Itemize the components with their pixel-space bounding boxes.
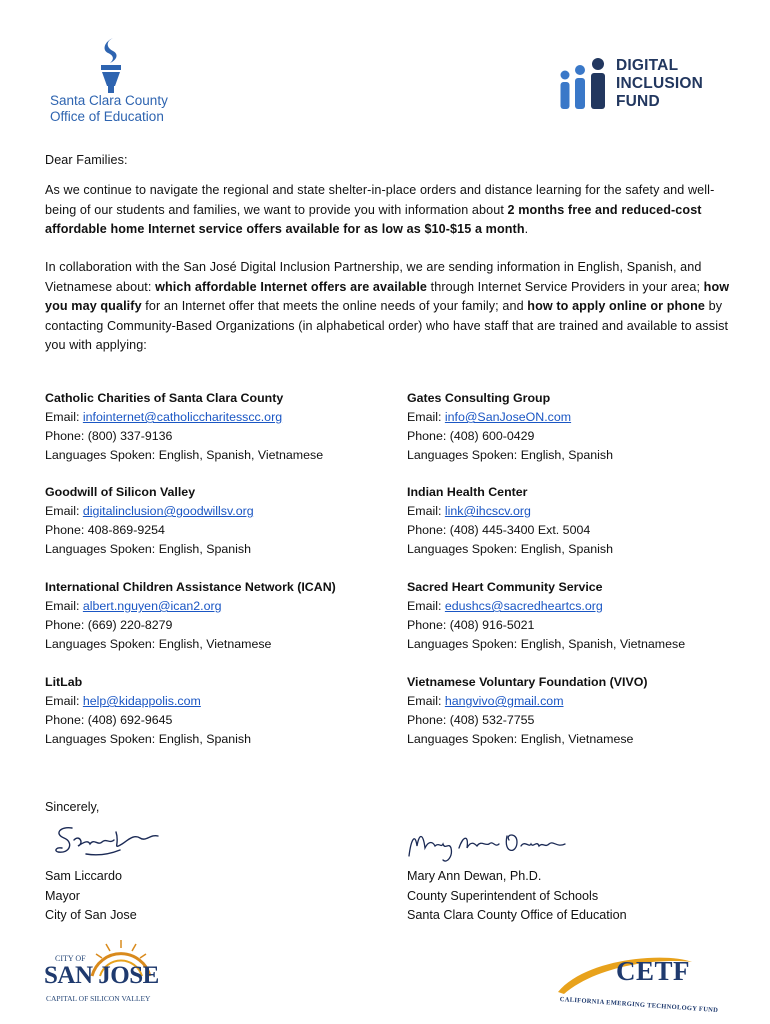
org-card xyxy=(45,578,336,654)
collab-text-3: for an Internet offer that meets the online needs of your family; and xyxy=(141,299,528,313)
intro-bold-offer: 2 months free and reduced-cost affordable home Internet service offers available for as low as $10-$15 a month xyxy=(45,202,702,236)
dif-logo-line1: DIGITAL xyxy=(616,57,679,74)
languages-label: Languages Spoken: xyxy=(45,637,159,651)
languages-label: Languages Spoken: xyxy=(407,542,521,556)
org-languages: English, Spanish, Vietnamese xyxy=(158,448,324,462)
org-name: Indian Health Center xyxy=(407,485,528,499)
org-phone: (408) 600-0429 xyxy=(449,429,535,443)
signer-title: County Superintendent of Schools xyxy=(407,888,599,903)
signature-mary-ann-dewan xyxy=(405,826,575,870)
signer-org: City of San Jose xyxy=(45,908,137,922)
collab-text-1: In collaboration with the San José Digital Inclusion Partnership, we are sending information in English, Spanish, and Vietnamese about: xyxy=(45,260,702,294)
org-email-row xyxy=(45,408,323,427)
signer-org: Santa Clara County Office of Education xyxy=(407,908,627,922)
org-phone-row xyxy=(407,711,648,730)
org-name: Sacred Heart Community Service xyxy=(407,580,603,594)
org-languages-row xyxy=(45,730,251,749)
org-languages: English, Spanish xyxy=(158,732,251,746)
cetf-logo xyxy=(556,952,719,1015)
collab-bold-3: how to apply online or phone xyxy=(527,299,706,313)
org-email-link[interactable]: help@kidappolis.com xyxy=(82,694,201,708)
org-card xyxy=(45,483,254,559)
org-languages-row xyxy=(407,446,613,465)
torch-icon xyxy=(91,36,131,94)
org-name: Goodwill of Silicon Valley xyxy=(45,485,196,499)
org-languages-row xyxy=(407,635,685,654)
org-email-row xyxy=(407,502,613,521)
org-languages: English, Spanish xyxy=(520,542,613,556)
org-languages-row xyxy=(45,446,323,465)
org-card xyxy=(45,389,323,465)
org-languages: English, Spanish, Vietnamese xyxy=(520,637,686,651)
org-email-row xyxy=(407,408,613,427)
org-email-row xyxy=(45,692,251,711)
org-email-row xyxy=(45,502,254,521)
languages-label: Languages Spoken: xyxy=(45,542,159,556)
org-phone-row xyxy=(407,616,685,635)
org-phone: (669) 220-8279 xyxy=(87,618,173,632)
org-email-row xyxy=(407,597,685,616)
phone-label: Phone: xyxy=(45,713,88,727)
email-label: Email: xyxy=(407,694,445,708)
sj-logo-top: CITY OF xyxy=(55,954,86,963)
org-card xyxy=(407,578,685,654)
org-email-link[interactable]: hangvivo@gmail.com xyxy=(444,694,564,708)
collab-text-4: by contacting Community-Based Organizations (in alphabetical order) who have staff that are trained and available to assist you with applying: xyxy=(45,299,729,352)
org-phone: (800) 337-9136 xyxy=(87,429,173,443)
org-languages: English, Vietnamese xyxy=(158,637,272,651)
people-icon xyxy=(556,57,612,113)
phone-label: Phone: xyxy=(407,713,450,727)
languages-label: Languages Spoken: xyxy=(407,637,521,651)
signer-block-mayor xyxy=(45,867,137,926)
org-email-link[interactable]: link@ihcscv.org xyxy=(444,504,531,518)
email-label: Email: xyxy=(45,504,83,518)
org-card xyxy=(407,483,613,559)
org-email-row xyxy=(45,597,336,616)
org-phone-row xyxy=(45,521,254,540)
collaboration-paragraph xyxy=(45,258,730,356)
org-phone-row xyxy=(407,427,613,446)
email-label: Email: xyxy=(407,410,445,424)
org-languages-row xyxy=(407,730,648,749)
phone-label: Phone: xyxy=(45,523,88,537)
signer-name: Sam Liccardo xyxy=(45,869,122,883)
org-email-link[interactable]: albert.nguyen@ican2.org xyxy=(82,599,222,613)
phone-label: Phone: xyxy=(407,429,450,443)
digital-inclusion-fund-logo xyxy=(556,55,726,115)
scc-logo-line2: Office of Education xyxy=(50,109,164,124)
org-name: LitLab xyxy=(45,675,83,689)
org-phone: (408) 916-5021 xyxy=(449,618,535,632)
org-email-row xyxy=(407,692,648,711)
sj-logo-sub: CAPITAL OF SILICON VALLEY xyxy=(46,994,151,1003)
dif-logo-line2: INCLUSION xyxy=(616,75,704,92)
collab-text-2: through Internet Service Providers in your area; xyxy=(427,279,704,294)
intro-paragraph xyxy=(45,181,730,240)
org-card xyxy=(45,673,251,749)
org-phone-row xyxy=(45,711,251,730)
email-label: Email: xyxy=(407,504,445,518)
languages-label: Languages Spoken: xyxy=(407,448,521,462)
phone-label: Phone: xyxy=(407,523,450,537)
org-phone: 408-869-9254 xyxy=(87,523,165,537)
org-phone-row xyxy=(407,521,613,540)
signer-name: Mary Ann Dewan, Ph.D. xyxy=(407,869,542,883)
scc-logo xyxy=(50,36,190,128)
salutation: Dear Families: xyxy=(45,153,128,167)
org-phone: (408) 692-9645 xyxy=(87,713,173,727)
languages-label: Languages Spoken: xyxy=(45,732,159,746)
cetf-logo-sub: CALIFORNIA EMERGING TECHNOLOGY FUND xyxy=(559,996,719,1015)
email-label: Email: xyxy=(45,410,83,424)
org-card xyxy=(407,389,613,465)
org-email-link[interactable]: edushcs@sacredheartcs.org xyxy=(444,599,603,613)
city-of-san-jose-logo xyxy=(42,938,162,1008)
phone-label: Phone: xyxy=(407,618,450,632)
org-name: Gates Consulting Group xyxy=(407,391,551,405)
email-label: Email: xyxy=(45,599,83,613)
dif-logo-line3: FUND xyxy=(616,93,660,110)
languages-label: Languages Spoken: xyxy=(407,732,521,746)
sj-logo-main: SAN JOSE xyxy=(44,962,159,989)
org-languages: English, Spanish xyxy=(520,448,613,462)
org-languages: English, Spanish xyxy=(158,542,251,556)
org-languages-row xyxy=(407,540,613,559)
org-phone: (408) 445-3400 Ext. 5004 xyxy=(449,523,591,537)
org-languages: English, Vietnamese xyxy=(520,732,634,746)
signature-sam-liccardo xyxy=(50,820,170,866)
org-phone: (408) 532-7755 xyxy=(449,713,535,727)
phone-label: Phone: xyxy=(45,618,88,632)
intro-text-1: As we continue to navigate the regional and state shelter-in-place orders and distance learning for the safety and well-being of our students and families, we want to provide you with information about xyxy=(45,183,715,217)
email-label: Email: xyxy=(45,694,83,708)
org-name: International Children Assistance Network (ICAN) xyxy=(45,580,336,594)
org-email-link[interactable]: digitalinclusion@goodwillsv.org xyxy=(82,504,254,518)
org-name: Vietnamese Voluntary Foundation (VIVO) xyxy=(407,675,648,689)
signer-block-superintendent xyxy=(407,867,627,926)
signer-title: Mayor xyxy=(45,888,80,903)
phone-label: Phone: xyxy=(45,429,88,443)
email-label: Email: xyxy=(407,599,445,613)
scc-logo-line1: Santa Clara County xyxy=(50,93,168,108)
org-phone-row xyxy=(45,616,336,635)
intro-text-2: . xyxy=(524,222,529,236)
org-languages-row xyxy=(45,635,336,654)
org-card xyxy=(407,673,648,749)
org-email-link[interactable]: info@SanJoseON.com xyxy=(444,410,572,424)
collab-bold-2: how you may qualify xyxy=(45,279,730,313)
collab-bold-1: which affordable Internet offers are available xyxy=(155,279,428,294)
org-name: Catholic Charities of Santa Clara County xyxy=(45,391,284,405)
cetf-logo-main: CETF xyxy=(616,956,691,986)
languages-label: Languages Spoken: xyxy=(45,448,159,462)
org-languages-row xyxy=(45,540,254,559)
closing: Sincerely, xyxy=(45,800,100,814)
org-email-link[interactable]: infointernet@catholiccharitesscc.org xyxy=(82,410,283,424)
org-phone-row xyxy=(45,427,323,446)
